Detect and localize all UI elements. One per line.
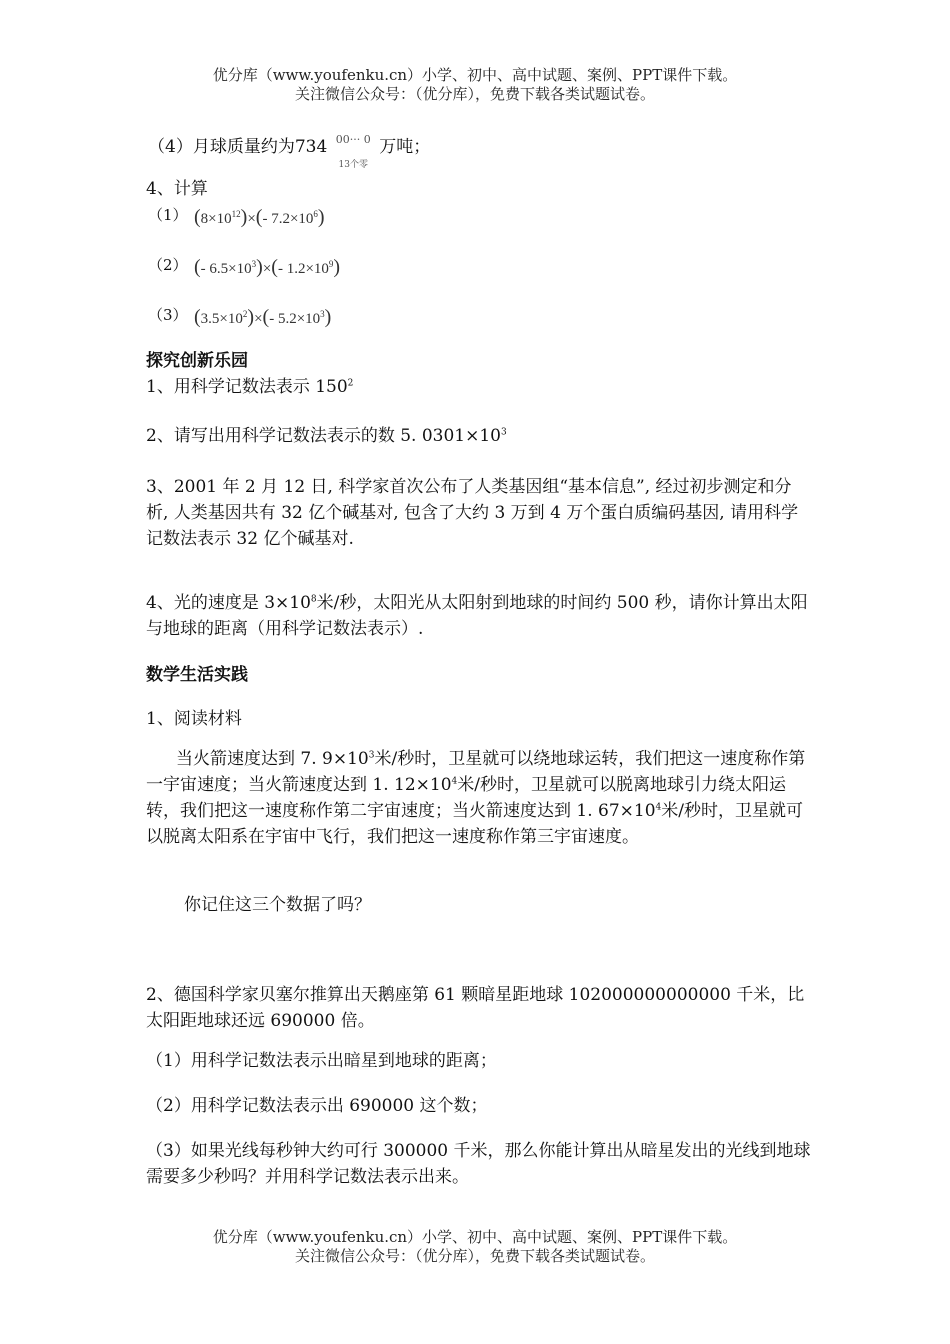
page-header [0,66,950,104]
moon-mass-prefix: （4）月球质量约为734 [148,137,328,157]
exp-a: 3 [251,259,257,269]
explore-q2-text: 2、请写出用科学记数法表示的数 5. 0301×10 [146,426,501,446]
mult-sign: × [247,211,256,227]
reading-paragraph [146,746,812,850]
explore-q4-exp: 8 [310,594,317,605]
exp-a: 12 [231,209,241,219]
calc-item-2 [148,254,341,278]
times-ten: ×10 [305,261,329,277]
para-a: 当火箭速度达到 7. 9×10 [176,749,369,769]
calc-item-number: （1） [148,206,188,224]
times-ten: ×10 [219,311,243,327]
moon-mass-item [148,133,431,170]
footer-line-2: 关注微信公众号：（优分库），免费下载各类试题试卷。 [294,1247,655,1265]
remember-question: 你记住这三个数据了吗？ [184,895,371,915]
calc-item-number: （2） [148,256,188,274]
times-ten: ×10 [289,211,314,227]
practice-q2: 2、德国科学家贝塞尔推算出天鹅座第 61 颗暗星距地球 102000000000000 千米，比太阳距地球还远 690000 倍。 [146,985,805,1031]
exp-b: 3 [320,309,325,319]
para-exp-3: 4 [655,802,662,813]
exp-b: 9 [328,259,334,269]
times-ten: ×10 [228,261,252,277]
exp-b: 6 [313,209,318,219]
para-exp-1: 3 [368,750,375,761]
mult-sign: × [262,261,272,277]
coef-a: 8 [200,211,209,227]
calc-item-3 [148,304,332,328]
header-line-2: 关注微信公众号：（优分库），免费下载各类试题试卷。 [294,85,655,103]
footer-line-1: 优分库（www.youfenku.cn）小学、初中、高中试题、案例、PPT课件下载。 [212,1228,738,1246]
explore-q1 [146,376,353,398]
mult-sign: × [254,311,263,327]
times-ten: ×10 [296,311,321,327]
practice-q2-sub3: （3）如果光线每秒钟大约可行 300000 千米，那么你能计算出从暗星发出的光线到地球需要多少秒吗？并用科学记数法表示出来。 [146,1141,811,1187]
calc-item-number: （3） [148,306,188,324]
page-footer [0,1228,950,1266]
explore-q1-text: 1、用科学记数法表示 150 [146,377,348,397]
zeros-with-brace [327,133,379,170]
para-exp-2: 4 [451,776,458,787]
practice-q2-sub1: （1）用科学记数法表示出暗星到地球的距离； [146,1051,497,1071]
explore-q4-text-b: 米/秒，太阳光从太阳射到地球的时间约 500 秒，请你计算出太阳与地球的距离（用科学记数法表示）. [146,593,808,639]
coef-b: - 7.2 [262,211,290,227]
coef-a: - 6.5 [200,261,229,277]
times-ten: ×10 [208,211,232,227]
para-c: 米/秒时，卫星就可以脱离地球引力绕太阳运转，我们把这一速度称作第二宇宙速度；当火箭速度达到 1. 67×10 [146,775,787,821]
explore-q2 [146,425,507,447]
coef-b: - 1.2 [277,261,306,277]
calc-expression: (- $6.5\times 10^3)\times(-$ $1.2\times 10^9$) [194,256,341,278]
header-line-1: 优分库（www.youfenku.cn）小学、初中、高中试题、案例、PPT课件下载。 [212,66,738,84]
para-b: 米/秒时，卫星就可以绕地球运转，我们把这一速度称作第一宇宙速度；当火箭速度达到 1. 12×10 [146,749,806,795]
practice-q2-sub2: （2）用科学记数法表示出 690000 这个数； [146,1096,488,1116]
explore-title: 探究创新乐园 [146,351,248,371]
calc-expression: $(3.5\times 10^2)\times(-$ $5.2\times 10^3$) [194,306,332,328]
explore-q3: 3、2001 年 2 月 12 日, 科学家首次公布了人类基因组“基本信息”, 经过初步测定和分析, 人类基因共有 32 亿个碱基对, 包含了大约 3 万到 4 万个蛋白质编码基因, 请用科学记数法表示 32 亿个碱基对. [146,477,799,549]
section-4-title: 4、计算 [146,179,208,199]
coef-b: - 5.2 [269,311,297,327]
explore-q4-text-a: 4、光的速度是 3×10 [146,593,311,613]
exp-a: 2 [242,309,248,319]
practice-title: 数学生活实践 [146,665,248,685]
explore-q1-exp: 2 [347,378,354,389]
para-d: 米/秒时，卫星就可以脱离太阳系在宇宙中飞行，我们把这一速度称作第三宇宙速度。 [146,801,804,847]
explore-q2-exp: 3 [500,427,507,438]
coef-a: 3.5 [200,311,220,327]
zeros-text: 00··· 0 [335,133,371,146]
calc-expression: $(8\times 10^{12})\times(-$ $7.2\times 10^6$) [194,206,325,228]
brace-note: 13个零 [338,160,368,170]
explore-q4 [146,590,812,642]
calc-item-1 [148,204,325,228]
moon-mass-suffix: 万吨； [379,137,431,157]
reading-title: 1、阅读材料 [146,709,242,729]
